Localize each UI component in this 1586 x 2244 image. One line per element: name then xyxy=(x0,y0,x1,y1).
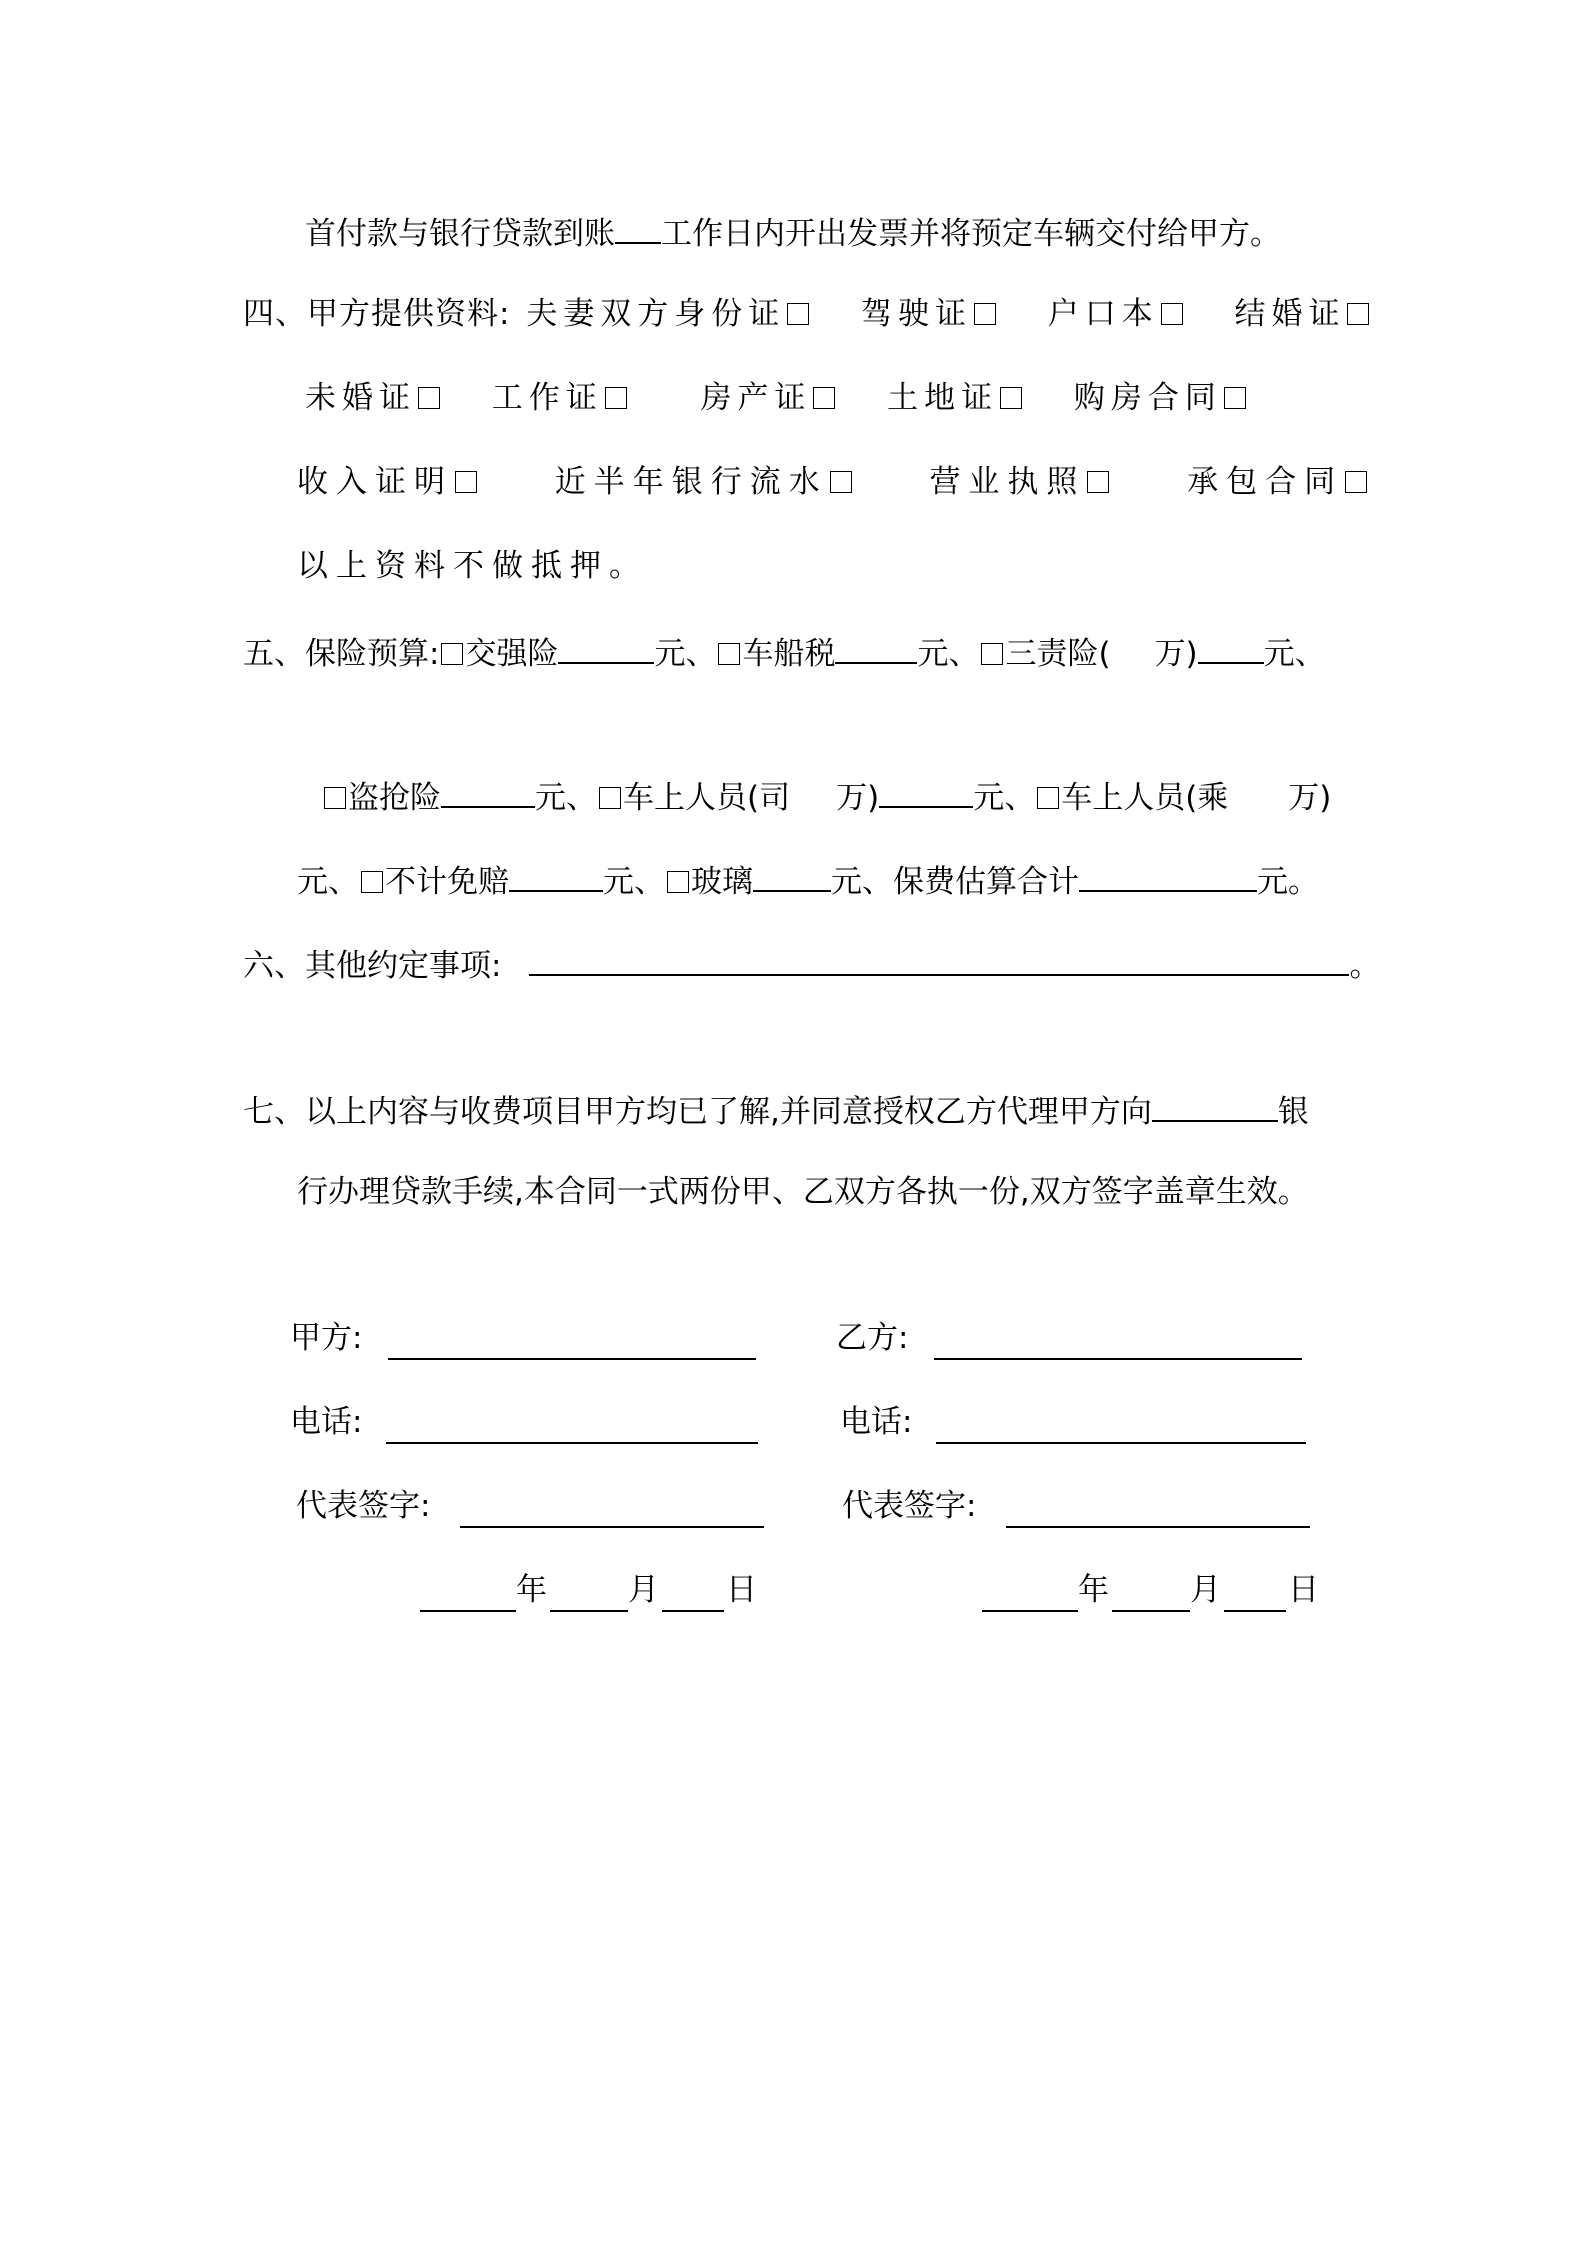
other-terms-input[interactable] xyxy=(529,940,1349,976)
sec4-note-text: 以上资料不做抵押。 xyxy=(297,548,648,584)
checkbox-bjmp[interactable] xyxy=(361,871,383,893)
jqx-amount[interactable] xyxy=(558,628,654,664)
party-b-label: 乙方: xyxy=(836,1320,909,1356)
rep-a-line[interactable] xyxy=(460,1524,764,1528)
date-a-month-blank[interactable] xyxy=(550,1608,628,1612)
checkbox-work[interactable] xyxy=(605,387,627,409)
wan-1: 万) xyxy=(1154,636,1198,672)
sec5-heading: 五、保险预算: xyxy=(243,636,440,672)
wan-2: 万) xyxy=(836,780,880,816)
sec7-text-b: 银 xyxy=(1277,1094,1309,1130)
item-land-cert: 土地证 xyxy=(887,380,999,416)
checkbox-szx[interactable] xyxy=(981,643,1003,665)
checkbox-house-cert[interactable] xyxy=(813,387,835,409)
checkbox-marriage[interactable] xyxy=(1347,303,1369,325)
label-ccs: 车船税 xyxy=(742,636,836,672)
workdays-blank[interactable] xyxy=(615,208,661,244)
item-household: 户口本 xyxy=(1047,296,1159,332)
phone-a-line[interactable] xyxy=(386,1440,758,1444)
item-income: 收入证明 xyxy=(297,464,453,500)
phone-b-line[interactable] xyxy=(936,1440,1306,1444)
sec5-row2 xyxy=(322,772,1331,816)
sec5-row3 xyxy=(297,856,1319,900)
label-glass: 玻璃 xyxy=(691,864,753,900)
checkbox-glass[interactable] xyxy=(667,871,689,893)
sec5-row1 xyxy=(243,628,1326,672)
date-b-year: 年 xyxy=(1078,1572,1109,1608)
sec7-text-a: 七、以上内容与收费项目甲方均已了解,并同意授权乙方代理甲方向 xyxy=(243,1094,1152,1130)
label-dqx: 盗抢险 xyxy=(348,780,441,816)
sec7-row1 xyxy=(243,1086,1309,1130)
date-b-day-blank[interactable] xyxy=(1224,1608,1286,1612)
sec6 xyxy=(243,940,1380,984)
label-jqx: 交强险 xyxy=(465,636,559,672)
date-a-day: 日 xyxy=(726,1572,757,1608)
checkbox-driver-license[interactable] xyxy=(974,303,996,325)
rep-b-line[interactable] xyxy=(1006,1524,1310,1528)
date-b-month-blank[interactable] xyxy=(1112,1608,1190,1612)
item-id-cards: 夫妻双方身份证 xyxy=(526,296,786,332)
date-a-year: 年 xyxy=(516,1572,547,1608)
sec4-row2 xyxy=(305,376,1248,420)
yuan-2: 元、 xyxy=(917,636,980,672)
phone-a-label: 电话: xyxy=(290,1404,363,1440)
item-work: 工作证 xyxy=(491,380,603,416)
label-driver-seat: 车上人员(司 xyxy=(623,780,791,816)
checkbox-household[interactable] xyxy=(1161,303,1183,325)
item-license: 营业执照 xyxy=(929,464,1086,500)
item-house-contract: 购房合同 xyxy=(1073,380,1222,416)
checkbox-dqx[interactable] xyxy=(324,787,346,809)
party-a-line[interactable] xyxy=(388,1356,756,1360)
label-passenger-seat: 车上人员(乘 xyxy=(1061,780,1229,816)
szx-amount[interactable] xyxy=(1198,628,1264,664)
phone-b-label: 电话: xyxy=(840,1404,913,1440)
yuan-4: 元、 xyxy=(535,780,597,816)
checkbox-land-cert[interactable] xyxy=(1000,387,1022,409)
yuan-8: 元、 xyxy=(831,864,893,900)
rep-b-label: 代表签字: xyxy=(842,1488,977,1524)
bank-name-blank[interactable] xyxy=(1152,1086,1278,1122)
item-driver-license: 驾驶证 xyxy=(861,296,973,332)
checkbox-income[interactable] xyxy=(455,471,477,493)
checkbox-ccs[interactable] xyxy=(718,643,740,665)
yuan-6: 元、 xyxy=(297,864,359,900)
yuan-5: 元、 xyxy=(973,780,1036,816)
yuan-1: 元、 xyxy=(654,636,717,672)
total-amount[interactable] xyxy=(1079,856,1257,892)
date-b-day: 日 xyxy=(1288,1572,1319,1608)
item-contract: 承包合同 xyxy=(1187,464,1344,500)
item-bank-flow: 近半年银行流水 xyxy=(554,464,828,500)
delivery-clause xyxy=(305,208,1281,252)
date-b-month: 月 xyxy=(1190,1572,1221,1608)
glass-amount[interactable] xyxy=(753,856,831,892)
checkbox-jqx[interactable] xyxy=(441,643,463,665)
checkbox-unmarried[interactable] xyxy=(418,387,440,409)
ccs-amount[interactable] xyxy=(835,628,917,664)
driver-seat-amount[interactable] xyxy=(879,772,973,808)
date-a-year-blank[interactable] xyxy=(420,1608,516,1612)
item-marriage: 结婚证 xyxy=(1234,296,1346,332)
label-szx: 三责险( xyxy=(1005,636,1111,672)
dqx-amount[interactable] xyxy=(441,772,535,808)
delivery-text-b: 工作日内开出发票并将预定车辆交付给甲方。 xyxy=(661,216,1281,252)
bjmp-amount[interactable] xyxy=(509,856,603,892)
sec4-row3 xyxy=(297,460,1369,504)
yuan-3: 元、 xyxy=(1263,636,1326,672)
sec6-heading: 六、其他约定事项: xyxy=(243,948,502,984)
party-b-line[interactable] xyxy=(934,1356,1302,1360)
wan-3: 万) xyxy=(1288,780,1332,816)
yuan-end: 元。 xyxy=(1257,864,1319,900)
sec4-row1 xyxy=(243,292,1371,336)
date-b-year-blank[interactable] xyxy=(982,1608,1078,1612)
label-total: 保费估算合计 xyxy=(893,864,1079,900)
yuan-7: 元、 xyxy=(603,864,665,900)
party-a-label: 甲方: xyxy=(290,1320,363,1356)
checkbox-bank-flow[interactable] xyxy=(830,471,852,493)
sec7-text-c: 行办理贷款手续,本合同一式两份甲、乙双方各执一份,双方签字盖章生效。 xyxy=(297,1174,1309,1210)
checkbox-license[interactable] xyxy=(1087,471,1109,493)
delivery-text-a: 首付款与银行贷款到账 xyxy=(305,216,615,252)
item-house-cert: 房产证 xyxy=(700,380,812,416)
item-unmarried: 未婚证 xyxy=(305,380,416,416)
sec7-row2 xyxy=(297,1170,1309,1214)
date-a-day-blank[interactable] xyxy=(662,1608,724,1612)
label-bjmp: 不计免赔 xyxy=(385,864,509,900)
checkbox-passenger-seat[interactable] xyxy=(1037,787,1059,809)
checkbox-house-contract[interactable] xyxy=(1224,387,1246,409)
sec6-end: 。 xyxy=(1349,948,1381,984)
checkbox-contract[interactable] xyxy=(1345,471,1367,493)
rep-a-label: 代表签字: xyxy=(296,1488,431,1524)
sec4-heading: 四、甲方提供资料: xyxy=(243,296,511,332)
checkbox-id-cards[interactable] xyxy=(787,303,809,325)
date-a-month: 月 xyxy=(628,1572,659,1608)
sec4-note xyxy=(297,544,648,588)
checkbox-driver-seat[interactable] xyxy=(599,787,621,809)
